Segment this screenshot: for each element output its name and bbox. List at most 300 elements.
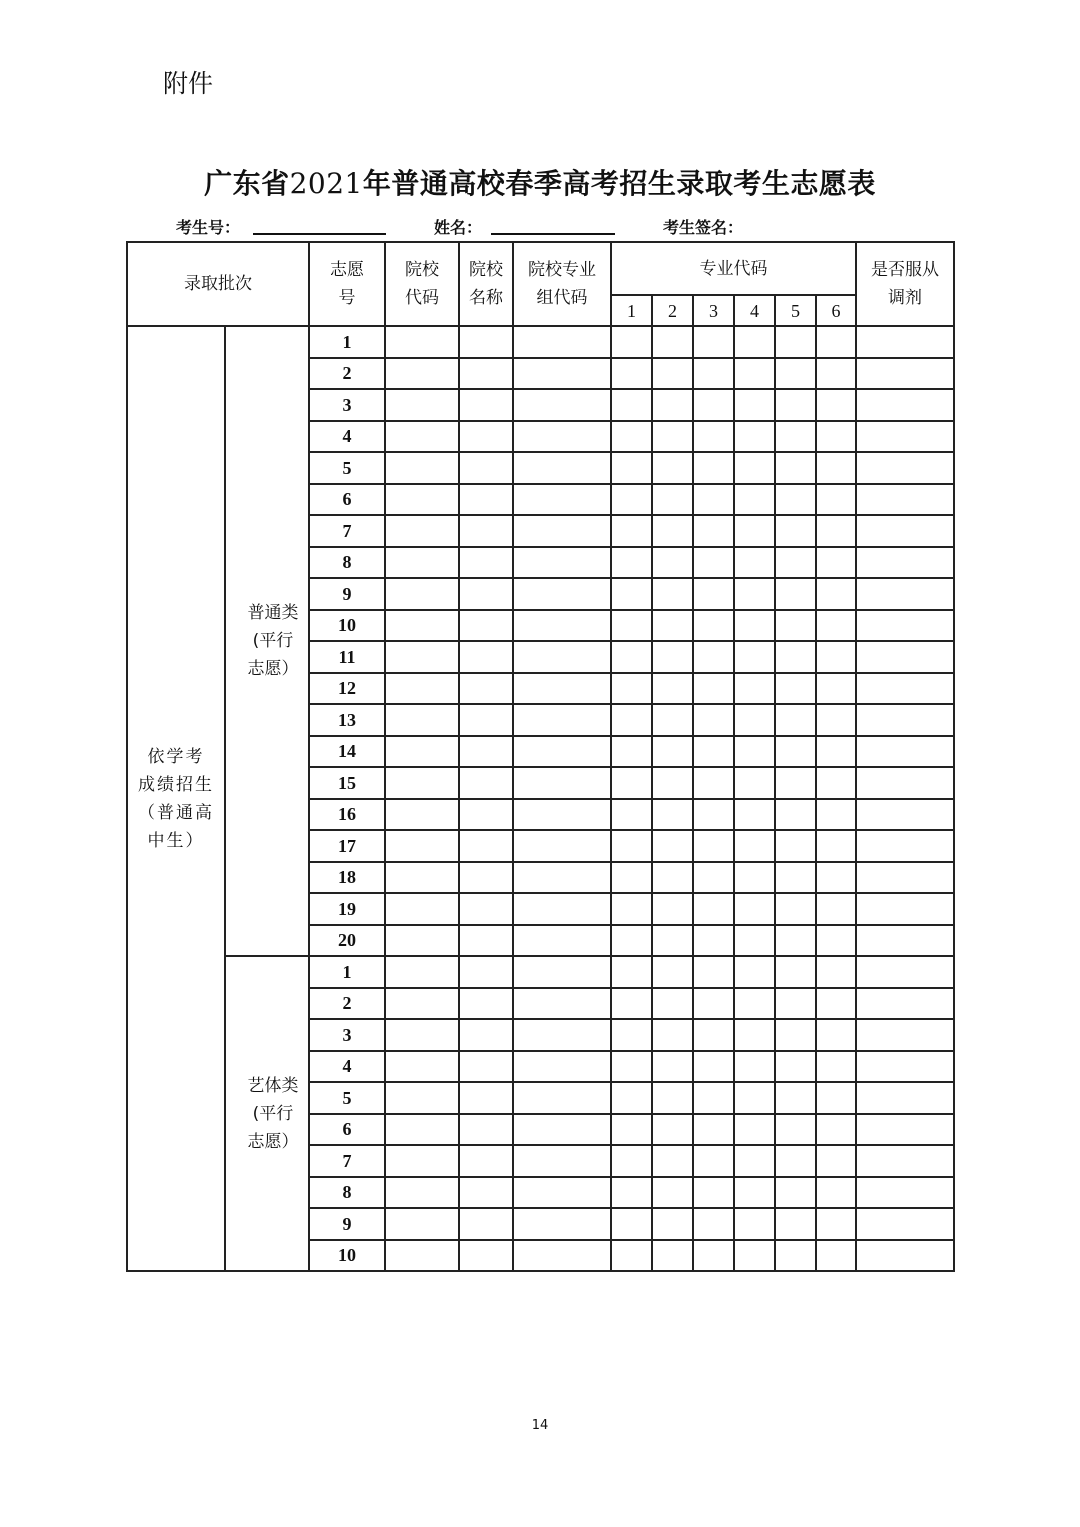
major-2-cell[interactable] bbox=[652, 1208, 693, 1240]
school-name-cell[interactable] bbox=[459, 830, 513, 862]
major-5-cell[interactable] bbox=[775, 704, 816, 736]
major-2-cell[interactable] bbox=[652, 421, 693, 453]
school-code-cell[interactable] bbox=[385, 1082, 459, 1114]
adjust-cell[interactable] bbox=[856, 641, 954, 673]
major-4-cell[interactable] bbox=[734, 547, 775, 579]
major-2-cell[interactable] bbox=[652, 452, 693, 484]
major-5-cell[interactable] bbox=[775, 736, 816, 768]
major-4-cell[interactable] bbox=[734, 326, 775, 358]
major-4-cell[interactable] bbox=[734, 1082, 775, 1114]
major-5-cell[interactable] bbox=[775, 1082, 816, 1114]
major-4-cell[interactable] bbox=[734, 799, 775, 831]
major-1-cell[interactable] bbox=[611, 452, 652, 484]
major-6-cell[interactable] bbox=[816, 767, 856, 799]
major-5-cell[interactable] bbox=[775, 547, 816, 579]
major-6-cell[interactable] bbox=[816, 421, 856, 453]
school-name-cell[interactable] bbox=[459, 452, 513, 484]
group-code-cell[interactable] bbox=[513, 641, 611, 673]
major-4-cell[interactable] bbox=[734, 484, 775, 516]
school-code-cell[interactable] bbox=[385, 358, 459, 390]
major-1-cell[interactable] bbox=[611, 326, 652, 358]
major-1-cell[interactable] bbox=[611, 515, 652, 547]
school-code-cell[interactable] bbox=[385, 547, 459, 579]
major-3-cell[interactable] bbox=[693, 1177, 734, 1209]
major-1-cell[interactable] bbox=[611, 1051, 652, 1083]
adjust-cell[interactable] bbox=[856, 578, 954, 610]
adjust-cell[interactable] bbox=[856, 421, 954, 453]
school-code-cell[interactable] bbox=[385, 484, 459, 516]
major-5-cell[interactable] bbox=[775, 767, 816, 799]
major-2-cell[interactable] bbox=[652, 893, 693, 925]
major-3-cell[interactable] bbox=[693, 452, 734, 484]
major-4-cell[interactable] bbox=[734, 1145, 775, 1177]
major-4-cell[interactable] bbox=[734, 1019, 775, 1051]
major-2-cell[interactable] bbox=[652, 704, 693, 736]
major-5-cell[interactable] bbox=[775, 1145, 816, 1177]
major-2-cell[interactable] bbox=[652, 799, 693, 831]
adjust-cell[interactable] bbox=[856, 326, 954, 358]
adjust-cell[interactable] bbox=[856, 1145, 954, 1177]
major-5-cell[interactable] bbox=[775, 484, 816, 516]
major-1-cell[interactable] bbox=[611, 1177, 652, 1209]
major-6-cell[interactable] bbox=[816, 799, 856, 831]
adjust-cell[interactable] bbox=[856, 736, 954, 768]
school-name-cell[interactable] bbox=[459, 515, 513, 547]
major-6-cell[interactable] bbox=[816, 389, 856, 421]
major-6-cell[interactable] bbox=[816, 1177, 856, 1209]
major-3-cell[interactable] bbox=[693, 925, 734, 957]
school-code-cell[interactable] bbox=[385, 1114, 459, 1146]
major-4-cell[interactable] bbox=[734, 925, 775, 957]
school-name-cell[interactable] bbox=[459, 673, 513, 705]
major-3-cell[interactable] bbox=[693, 389, 734, 421]
major-6-cell[interactable] bbox=[816, 578, 856, 610]
school-code-cell[interactable] bbox=[385, 421, 459, 453]
adjust-cell[interactable] bbox=[856, 1051, 954, 1083]
major-1-cell[interactable] bbox=[611, 389, 652, 421]
major-6-cell[interactable] bbox=[816, 673, 856, 705]
major-4-cell[interactable] bbox=[734, 389, 775, 421]
major-1-cell[interactable] bbox=[611, 578, 652, 610]
major-1-cell[interactable] bbox=[611, 358, 652, 390]
school-name-cell[interactable] bbox=[459, 1145, 513, 1177]
major-3-cell[interactable] bbox=[693, 1145, 734, 1177]
school-name-cell[interactable] bbox=[459, 547, 513, 579]
major-5-cell[interactable] bbox=[775, 956, 816, 988]
major-2-cell[interactable] bbox=[652, 515, 693, 547]
major-6-cell[interactable] bbox=[816, 326, 856, 358]
school-code-cell[interactable] bbox=[385, 578, 459, 610]
major-6-cell[interactable] bbox=[816, 1145, 856, 1177]
major-1-cell[interactable] bbox=[611, 421, 652, 453]
major-3-cell[interactable] bbox=[693, 358, 734, 390]
major-2-cell[interactable] bbox=[652, 925, 693, 957]
major-1-cell[interactable] bbox=[611, 862, 652, 894]
adjust-cell[interactable] bbox=[856, 830, 954, 862]
school-name-cell[interactable] bbox=[459, 641, 513, 673]
major-6-cell[interactable] bbox=[816, 484, 856, 516]
group-code-cell[interactable] bbox=[513, 893, 611, 925]
adjust-cell[interactable] bbox=[856, 1208, 954, 1240]
major-2-cell[interactable] bbox=[652, 1114, 693, 1146]
major-1-cell[interactable] bbox=[611, 830, 652, 862]
major-3-cell[interactable] bbox=[693, 1019, 734, 1051]
major-4-cell[interactable] bbox=[734, 610, 775, 642]
school-code-cell[interactable] bbox=[385, 1240, 459, 1272]
major-6-cell[interactable] bbox=[816, 956, 856, 988]
group-code-cell[interactable] bbox=[513, 1240, 611, 1272]
adjust-cell[interactable] bbox=[856, 673, 954, 705]
major-5-cell[interactable] bbox=[775, 421, 816, 453]
school-code-cell[interactable] bbox=[385, 452, 459, 484]
major-4-cell[interactable] bbox=[734, 452, 775, 484]
major-1-cell[interactable] bbox=[611, 1019, 652, 1051]
adjust-cell[interactable] bbox=[856, 862, 954, 894]
adjust-cell[interactable] bbox=[856, 358, 954, 390]
major-6-cell[interactable] bbox=[816, 862, 856, 894]
major-1-cell[interactable] bbox=[611, 1208, 652, 1240]
school-code-cell[interactable] bbox=[385, 893, 459, 925]
school-name-cell[interactable] bbox=[459, 326, 513, 358]
school-name-cell[interactable] bbox=[459, 767, 513, 799]
major-2-cell[interactable] bbox=[652, 326, 693, 358]
school-name-cell[interactable] bbox=[459, 1051, 513, 1083]
group-code-cell[interactable] bbox=[513, 610, 611, 642]
school-code-cell[interactable] bbox=[385, 515, 459, 547]
major-3-cell[interactable] bbox=[693, 673, 734, 705]
major-3-cell[interactable] bbox=[693, 547, 734, 579]
major-6-cell[interactable] bbox=[816, 610, 856, 642]
major-5-cell[interactable] bbox=[775, 389, 816, 421]
major-3-cell[interactable] bbox=[693, 893, 734, 925]
group-code-cell[interactable] bbox=[513, 767, 611, 799]
exam-number-field[interactable] bbox=[253, 233, 386, 235]
school-name-cell[interactable] bbox=[459, 1082, 513, 1114]
group-code-cell[interactable] bbox=[513, 452, 611, 484]
school-code-cell[interactable] bbox=[385, 988, 459, 1020]
school-name-cell[interactable] bbox=[459, 1019, 513, 1051]
major-6-cell[interactable] bbox=[816, 893, 856, 925]
group-code-cell[interactable] bbox=[513, 1208, 611, 1240]
school-name-cell[interactable] bbox=[459, 358, 513, 390]
adjust-cell[interactable] bbox=[856, 767, 954, 799]
major-5-cell[interactable] bbox=[775, 358, 816, 390]
major-2-cell[interactable] bbox=[652, 1145, 693, 1177]
major-6-cell[interactable] bbox=[816, 1208, 856, 1240]
group-code-cell[interactable] bbox=[513, 830, 611, 862]
major-3-cell[interactable] bbox=[693, 988, 734, 1020]
major-6-cell[interactable] bbox=[816, 358, 856, 390]
major-3-cell[interactable] bbox=[693, 421, 734, 453]
school-code-cell[interactable] bbox=[385, 767, 459, 799]
major-2-cell[interactable] bbox=[652, 673, 693, 705]
major-4-cell[interactable] bbox=[734, 1114, 775, 1146]
major-5-cell[interactable] bbox=[775, 515, 816, 547]
school-code-cell[interactable] bbox=[385, 326, 459, 358]
major-5-cell[interactable] bbox=[775, 862, 816, 894]
group-code-cell[interactable] bbox=[513, 1051, 611, 1083]
major-2-cell[interactable] bbox=[652, 767, 693, 799]
major-4-cell[interactable] bbox=[734, 988, 775, 1020]
major-3-cell[interactable] bbox=[693, 1082, 734, 1114]
adjust-cell[interactable] bbox=[856, 1082, 954, 1114]
major-2-cell[interactable] bbox=[652, 830, 693, 862]
major-4-cell[interactable] bbox=[734, 358, 775, 390]
major-4-cell[interactable] bbox=[734, 1177, 775, 1209]
major-3-cell[interactable] bbox=[693, 326, 734, 358]
major-5-cell[interactable] bbox=[775, 799, 816, 831]
adjust-cell[interactable] bbox=[856, 1240, 954, 1272]
major-6-cell[interactable] bbox=[816, 452, 856, 484]
major-1-cell[interactable] bbox=[611, 484, 652, 516]
major-4-cell[interactable] bbox=[734, 736, 775, 768]
school-code-cell[interactable] bbox=[385, 641, 459, 673]
school-name-cell[interactable] bbox=[459, 988, 513, 1020]
major-3-cell[interactable] bbox=[693, 610, 734, 642]
major-6-cell[interactable] bbox=[816, 1082, 856, 1114]
major-1-cell[interactable] bbox=[611, 799, 652, 831]
major-2-cell[interactable] bbox=[652, 1019, 693, 1051]
group-code-cell[interactable] bbox=[513, 925, 611, 957]
major-1-cell[interactable] bbox=[611, 1145, 652, 1177]
school-name-cell[interactable] bbox=[459, 578, 513, 610]
major-5-cell[interactable] bbox=[775, 988, 816, 1020]
group-code-cell[interactable] bbox=[513, 484, 611, 516]
major-4-cell[interactable] bbox=[734, 673, 775, 705]
major-5-cell[interactable] bbox=[775, 452, 816, 484]
school-name-cell[interactable] bbox=[459, 799, 513, 831]
major-2-cell[interactable] bbox=[652, 389, 693, 421]
major-1-cell[interactable] bbox=[611, 1240, 652, 1272]
major-1-cell[interactable] bbox=[611, 988, 652, 1020]
group-code-cell[interactable] bbox=[513, 736, 611, 768]
major-4-cell[interactable] bbox=[734, 578, 775, 610]
major-6-cell[interactable] bbox=[816, 925, 856, 957]
school-code-cell[interactable] bbox=[385, 956, 459, 988]
major-3-cell[interactable] bbox=[693, 1208, 734, 1240]
major-1-cell[interactable] bbox=[611, 704, 652, 736]
major-4-cell[interactable] bbox=[734, 893, 775, 925]
major-3-cell[interactable] bbox=[693, 515, 734, 547]
group-code-cell[interactable] bbox=[513, 358, 611, 390]
school-name-cell[interactable] bbox=[459, 421, 513, 453]
major-3-cell[interactable] bbox=[693, 830, 734, 862]
major-2-cell[interactable] bbox=[652, 610, 693, 642]
school-code-cell[interactable] bbox=[385, 1208, 459, 1240]
school-name-cell[interactable] bbox=[459, 704, 513, 736]
major-3-cell[interactable] bbox=[693, 767, 734, 799]
school-code-cell[interactable] bbox=[385, 673, 459, 705]
group-code-cell[interactable] bbox=[513, 956, 611, 988]
major-5-cell[interactable] bbox=[775, 578, 816, 610]
group-code-cell[interactable] bbox=[513, 389, 611, 421]
school-code-cell[interactable] bbox=[385, 830, 459, 862]
major-4-cell[interactable] bbox=[734, 956, 775, 988]
adjust-cell[interactable] bbox=[856, 704, 954, 736]
major-1-cell[interactable] bbox=[611, 893, 652, 925]
major-4-cell[interactable] bbox=[734, 767, 775, 799]
major-2-cell[interactable] bbox=[652, 956, 693, 988]
group-code-cell[interactable] bbox=[513, 326, 611, 358]
school-code-cell[interactable] bbox=[385, 862, 459, 894]
major-4-cell[interactable] bbox=[734, 704, 775, 736]
major-1-cell[interactable] bbox=[611, 925, 652, 957]
adjust-cell[interactable] bbox=[856, 925, 954, 957]
major-2-cell[interactable] bbox=[652, 736, 693, 768]
major-1-cell[interactable] bbox=[611, 736, 652, 768]
major-2-cell[interactable] bbox=[652, 1177, 693, 1209]
adjust-cell[interactable] bbox=[856, 452, 954, 484]
adjust-cell[interactable] bbox=[856, 515, 954, 547]
adjust-cell[interactable] bbox=[856, 956, 954, 988]
major-5-cell[interactable] bbox=[775, 1240, 816, 1272]
major-6-cell[interactable] bbox=[816, 641, 856, 673]
major-6-cell[interactable] bbox=[816, 1114, 856, 1146]
group-code-cell[interactable] bbox=[513, 1019, 611, 1051]
major-6-cell[interactable] bbox=[816, 515, 856, 547]
major-5-cell[interactable] bbox=[775, 1177, 816, 1209]
major-5-cell[interactable] bbox=[775, 326, 816, 358]
school-code-cell[interactable] bbox=[385, 1145, 459, 1177]
major-2-cell[interactable] bbox=[652, 484, 693, 516]
name-field[interactable] bbox=[491, 233, 615, 235]
school-code-cell[interactable] bbox=[385, 389, 459, 421]
school-name-cell[interactable] bbox=[459, 1177, 513, 1209]
school-name-cell[interactable] bbox=[459, 925, 513, 957]
group-code-cell[interactable] bbox=[513, 704, 611, 736]
major-5-cell[interactable] bbox=[775, 893, 816, 925]
major-2-cell[interactable] bbox=[652, 862, 693, 894]
group-code-cell[interactable] bbox=[513, 1114, 611, 1146]
school-code-cell[interactable] bbox=[385, 704, 459, 736]
major-6-cell[interactable] bbox=[816, 547, 856, 579]
major-1-cell[interactable] bbox=[611, 956, 652, 988]
major-3-cell[interactable] bbox=[693, 704, 734, 736]
school-code-cell[interactable] bbox=[385, 799, 459, 831]
major-3-cell[interactable] bbox=[693, 799, 734, 831]
major-1-cell[interactable] bbox=[611, 610, 652, 642]
major-3-cell[interactable] bbox=[693, 641, 734, 673]
major-4-cell[interactable] bbox=[734, 830, 775, 862]
group-code-cell[interactable] bbox=[513, 799, 611, 831]
school-name-cell[interactable] bbox=[459, 893, 513, 925]
major-4-cell[interactable] bbox=[734, 515, 775, 547]
school-code-cell[interactable] bbox=[385, 1177, 459, 1209]
group-code-cell[interactable] bbox=[513, 547, 611, 579]
major-5-cell[interactable] bbox=[775, 830, 816, 862]
school-name-cell[interactable] bbox=[459, 1240, 513, 1272]
adjust-cell[interactable] bbox=[856, 1019, 954, 1051]
major-6-cell[interactable] bbox=[816, 1240, 856, 1272]
major-3-cell[interactable] bbox=[693, 862, 734, 894]
school-name-cell[interactable] bbox=[459, 736, 513, 768]
group-code-cell[interactable] bbox=[513, 421, 611, 453]
group-code-cell[interactable] bbox=[513, 673, 611, 705]
school-name-cell[interactable] bbox=[459, 484, 513, 516]
major-5-cell[interactable] bbox=[775, 1019, 816, 1051]
school-name-cell[interactable] bbox=[459, 862, 513, 894]
adjust-cell[interactable] bbox=[856, 547, 954, 579]
major-1-cell[interactable] bbox=[611, 673, 652, 705]
major-6-cell[interactable] bbox=[816, 704, 856, 736]
school-code-cell[interactable] bbox=[385, 925, 459, 957]
school-name-cell[interactable] bbox=[459, 1114, 513, 1146]
major-1-cell[interactable] bbox=[611, 1082, 652, 1114]
adjust-cell[interactable] bbox=[856, 1114, 954, 1146]
adjust-cell[interactable] bbox=[856, 893, 954, 925]
major-2-cell[interactable] bbox=[652, 1082, 693, 1114]
major-5-cell[interactable] bbox=[775, 641, 816, 673]
school-code-cell[interactable] bbox=[385, 1019, 459, 1051]
major-4-cell[interactable] bbox=[734, 421, 775, 453]
school-name-cell[interactable] bbox=[459, 610, 513, 642]
major-2-cell[interactable] bbox=[652, 1240, 693, 1272]
major-4-cell[interactable] bbox=[734, 641, 775, 673]
major-4-cell[interactable] bbox=[734, 862, 775, 894]
adjust-cell[interactable] bbox=[856, 799, 954, 831]
major-5-cell[interactable] bbox=[775, 1051, 816, 1083]
major-3-cell[interactable] bbox=[693, 484, 734, 516]
school-name-cell[interactable] bbox=[459, 1208, 513, 1240]
major-3-cell[interactable] bbox=[693, 1051, 734, 1083]
major-6-cell[interactable] bbox=[816, 1019, 856, 1051]
adjust-cell[interactable] bbox=[856, 389, 954, 421]
school-code-cell[interactable] bbox=[385, 1051, 459, 1083]
major-4-cell[interactable] bbox=[734, 1240, 775, 1272]
school-name-cell[interactable] bbox=[459, 389, 513, 421]
major-5-cell[interactable] bbox=[775, 610, 816, 642]
school-name-cell[interactable] bbox=[459, 956, 513, 988]
major-6-cell[interactable] bbox=[816, 736, 856, 768]
major-5-cell[interactable] bbox=[775, 1114, 816, 1146]
major-2-cell[interactable] bbox=[652, 988, 693, 1020]
major-6-cell[interactable] bbox=[816, 830, 856, 862]
group-code-cell[interactable] bbox=[513, 862, 611, 894]
major-3-cell[interactable] bbox=[693, 578, 734, 610]
group-code-cell[interactable] bbox=[513, 988, 611, 1020]
major-2-cell[interactable] bbox=[652, 358, 693, 390]
major-3-cell[interactable] bbox=[693, 956, 734, 988]
major-5-cell[interactable] bbox=[775, 1208, 816, 1240]
group-code-cell[interactable] bbox=[513, 1145, 611, 1177]
group-code-cell[interactable] bbox=[513, 1082, 611, 1114]
major-1-cell[interactable] bbox=[611, 641, 652, 673]
school-code-cell[interactable] bbox=[385, 736, 459, 768]
major-4-cell[interactable] bbox=[734, 1208, 775, 1240]
adjust-cell[interactable] bbox=[856, 610, 954, 642]
major-2-cell[interactable] bbox=[652, 578, 693, 610]
group-code-cell[interactable] bbox=[513, 1177, 611, 1209]
major-6-cell[interactable] bbox=[816, 988, 856, 1020]
major-6-cell[interactable] bbox=[816, 1051, 856, 1083]
adjust-cell[interactable] bbox=[856, 1177, 954, 1209]
group-code-cell[interactable] bbox=[513, 515, 611, 547]
adjust-cell[interactable] bbox=[856, 988, 954, 1020]
school-code-cell[interactable] bbox=[385, 610, 459, 642]
major-4-cell[interactable] bbox=[734, 1051, 775, 1083]
major-2-cell[interactable] bbox=[652, 1051, 693, 1083]
major-3-cell[interactable] bbox=[693, 736, 734, 768]
major-5-cell[interactable] bbox=[775, 925, 816, 957]
major-1-cell[interactable] bbox=[611, 1114, 652, 1146]
group-code-cell[interactable] bbox=[513, 578, 611, 610]
major-1-cell[interactable] bbox=[611, 767, 652, 799]
major-2-cell[interactable] bbox=[652, 641, 693, 673]
major-1-cell[interactable] bbox=[611, 547, 652, 579]
major-2-cell[interactable] bbox=[652, 547, 693, 579]
major-5-cell[interactable] bbox=[775, 673, 816, 705]
major-3-cell[interactable] bbox=[693, 1114, 734, 1146]
